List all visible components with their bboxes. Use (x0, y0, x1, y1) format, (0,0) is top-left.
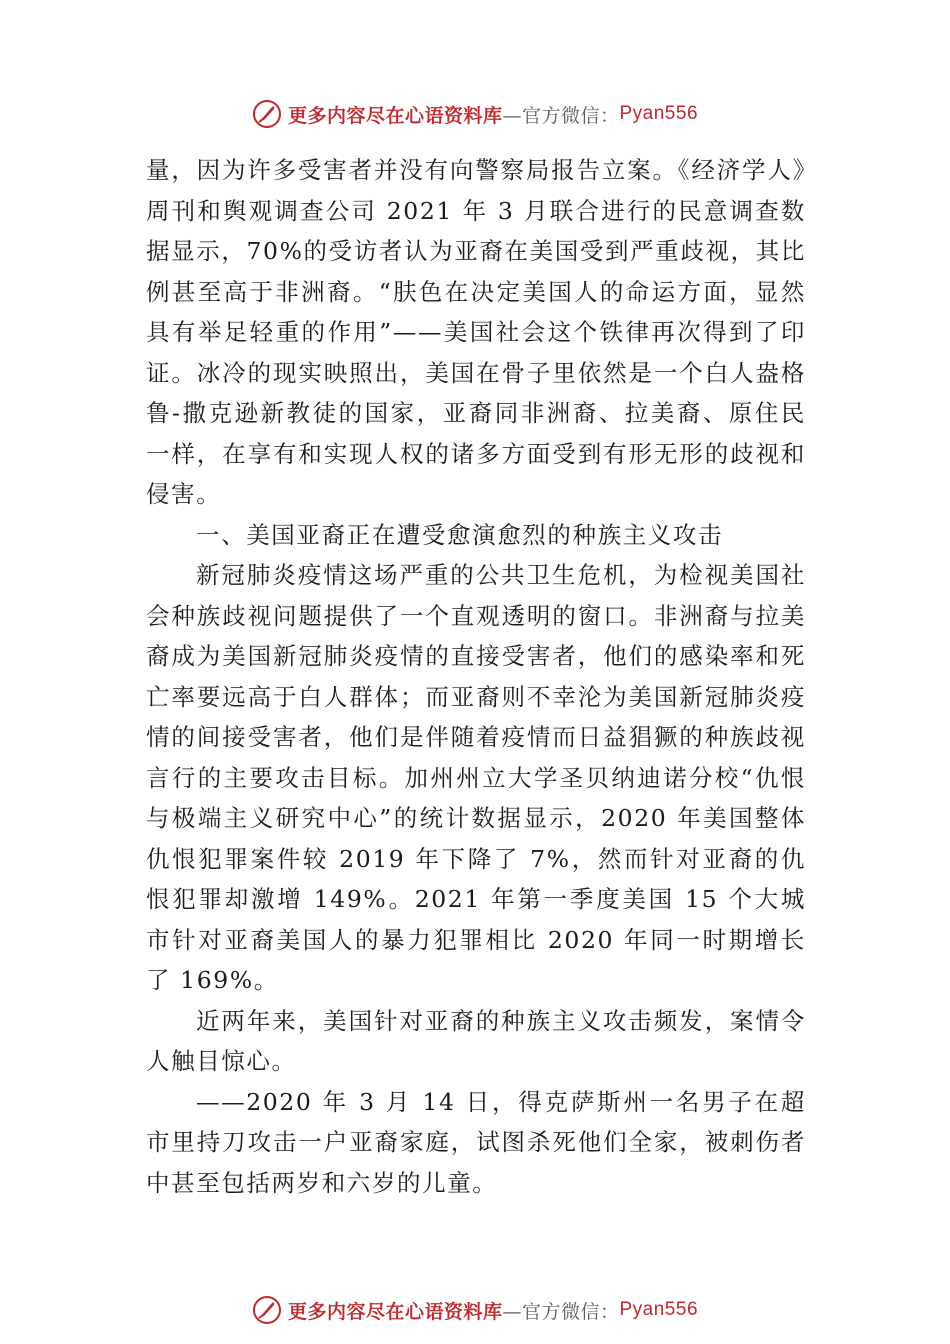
feather-pen-logo-icon (252, 1295, 282, 1325)
wechat-label: —官方微信： (502, 104, 620, 127)
wechat-id: Pyan556 (619, 1299, 699, 1320)
paragraph-attacks-intro: 近两年来，美国针对亚裔的种族主义攻击频发，案情令人触目惊心。 (146, 1006, 806, 1075)
wechat-id: Pyan556 (619, 103, 699, 124)
document-body (146, 150, 806, 1203)
footer-banner (0, 1290, 950, 1330)
wechat-label: —官方微信： (502, 1300, 620, 1323)
site-name: 更多内容尽在心语资料库 (287, 1300, 503, 1323)
paragraph-continuation: 量，因为许多受害者并没有向警察局报告立案。《经济学人》周刊和舆观调查公司 2021 年 3 月联合进行的民意调查数据显示，70%的受访者认为亚裔在美国受到严重歧视，其比例甚至高于非洲裔。“肤色在决定美国人的命运方面，显然具有举足轻重的作用”——美国社会这个铁律再次得到了印证。冰冷的现实映照出，美国在骨子里依然是一个白人盎格鲁-撒克逊新教徒的国家，亚裔同非洲裔、拉美裔、原住民一样，在享有和实现人权的诸多方面受到有形无形的歧视和侵害。 (146, 156, 806, 508)
paragraph-covid: 新冠肺炎疫情这场严重的公共卫生危机，为检视美国社会种族歧视问题提供了一个直观透明的窗口。非洲裔与拉美裔成为美国新冠肺炎疫情的直接受害者，他们的感染率和死亡率要远高于白人群体；而亚裔则不幸沦为美国新冠肺炎疫情的间接受害者，他们是伴随着疫情而日益猖獗的种族歧视言行的主要攻击目标。加州州立大学圣贝纳迪诺分校“仇恨与极端主义研究中心”的统计数据显示，2020 年美国整体仇恨犯罪案件较 2019 年下降了 7%，然而针对亚裔的仇恨犯罪却激增 149%。2021 年第一季度美国 15 个大城市针对亚裔美国人的暴力犯罪相比 2020 年同一时期增长了 169%。 (146, 561, 806, 994)
header-banner (0, 94, 950, 134)
site-name: 更多内容尽在心语资料库 (287, 104, 503, 127)
paragraph-case-texas: ——2020 年 3 月 14 日，得克萨斯州一名男子在超市里持刀攻击一户亚裔家庭，试图杀死他们全家，被刺伤者中甚至包括两岁和六岁的儿童。 (146, 1087, 806, 1197)
feather-pen-logo-icon (252, 99, 282, 129)
section-heading: 一、美国亚裔正在遭受愈演愈烈的种族主义攻击 (196, 520, 724, 549)
